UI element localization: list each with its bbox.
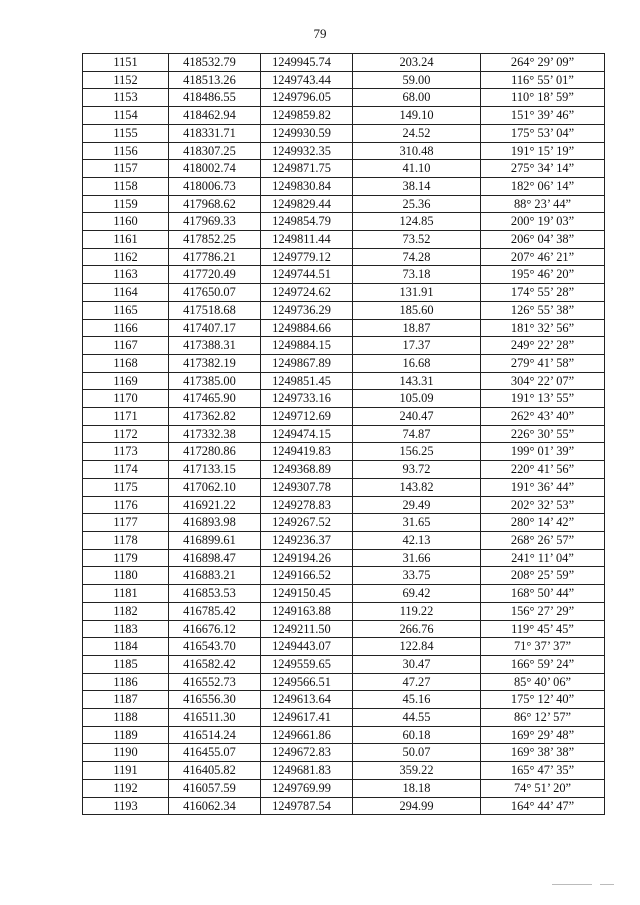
point-number-cell: 1161	[83, 231, 169, 249]
distance-cell: 131.91	[353, 284, 481, 302]
point-number-cell: 1178	[83, 531, 169, 549]
distance-cell: 44.55	[353, 709, 481, 727]
x-coordinate-cell: 416785.42	[169, 602, 261, 620]
table-row	[83, 284, 605, 302]
survey-coordinates-table	[82, 53, 605, 815]
distance-cell: 359.22	[353, 762, 481, 780]
bearing-cell: 119° 45’ 45”	[481, 620, 605, 638]
point-number-cell: 1184	[83, 638, 169, 656]
distance-cell: 74.87	[353, 425, 481, 443]
point-number-cell: 1185	[83, 655, 169, 673]
y-coordinate-cell: 1249884.15	[261, 337, 353, 355]
x-coordinate-cell: 417133.15	[169, 461, 261, 479]
y-coordinate-cell: 1249779.12	[261, 248, 353, 266]
table-row	[83, 549, 605, 567]
bearing-cell: 166° 59’ 24”	[481, 655, 605, 673]
y-coordinate-cell: 1249930.59	[261, 124, 353, 142]
table-row	[83, 266, 605, 284]
distance-cell: 156.25	[353, 443, 481, 461]
distance-cell: 74.28	[353, 248, 481, 266]
x-coordinate-cell: 416455.07	[169, 744, 261, 762]
x-coordinate-cell: 418532.79	[169, 54, 261, 72]
y-coordinate-cell: 1249368.89	[261, 461, 353, 479]
table-row	[83, 54, 605, 72]
bearing-cell: 249° 22’ 28”	[481, 337, 605, 355]
bearing-cell: 191° 13’ 55”	[481, 390, 605, 408]
point-number-cell: 1165	[83, 301, 169, 319]
table-row	[83, 231, 605, 249]
x-coordinate-cell: 417362.82	[169, 408, 261, 426]
x-coordinate-cell: 417650.07	[169, 284, 261, 302]
point-number-cell: 1153	[83, 89, 169, 107]
distance-cell: 59.00	[353, 71, 481, 89]
y-coordinate-cell: 1249867.89	[261, 354, 353, 372]
x-coordinate-cell: 417786.21	[169, 248, 261, 266]
point-number-cell: 1192	[83, 779, 169, 797]
table-row	[83, 514, 605, 532]
table-row	[83, 496, 605, 514]
point-number-cell: 1169	[83, 372, 169, 390]
point-number-cell: 1151	[83, 54, 169, 72]
distance-cell: 310.48	[353, 142, 481, 160]
bearing-cell: 262° 43’ 40”	[481, 408, 605, 426]
distance-cell: 17.37	[353, 337, 481, 355]
table-row	[83, 726, 605, 744]
table-row	[83, 762, 605, 780]
bearing-cell: 165° 47’ 35”	[481, 762, 605, 780]
table-row	[83, 602, 605, 620]
y-coordinate-cell: 1249150.45	[261, 585, 353, 603]
bearing-cell: 85° 40’ 06”	[481, 673, 605, 691]
y-coordinate-cell: 1249744.51	[261, 266, 353, 284]
x-coordinate-cell: 416883.21	[169, 567, 261, 585]
table-row	[83, 744, 605, 762]
distance-cell: 119.22	[353, 602, 481, 620]
table-row	[83, 655, 605, 673]
table-row	[83, 779, 605, 797]
table-row	[83, 443, 605, 461]
bearing-cell: 126° 55’ 38”	[481, 301, 605, 319]
point-number-cell: 1171	[83, 408, 169, 426]
bearing-cell: 241° 11’ 04”	[481, 549, 605, 567]
y-coordinate-cell: 1249661.86	[261, 726, 353, 744]
distance-cell: 203.24	[353, 54, 481, 72]
x-coordinate-cell: 416582.42	[169, 655, 261, 673]
bearing-cell: 74° 51’ 20”	[481, 779, 605, 797]
x-coordinate-cell: 417465.90	[169, 390, 261, 408]
bearing-cell: 86° 12’ 57”	[481, 709, 605, 727]
x-coordinate-cell: 418006.73	[169, 177, 261, 195]
bearing-cell: 268° 26’ 57”	[481, 531, 605, 549]
distance-cell: 105.09	[353, 390, 481, 408]
y-coordinate-cell: 1249166.52	[261, 567, 353, 585]
bearing-cell: 207° 46’ 21”	[481, 248, 605, 266]
bearing-cell: 208° 25’ 59”	[481, 567, 605, 585]
y-coordinate-cell: 1249474.15	[261, 425, 353, 443]
distance-cell: 143.31	[353, 372, 481, 390]
x-coordinate-cell: 416893.98	[169, 514, 261, 532]
point-number-cell: 1175	[83, 478, 169, 496]
x-coordinate-cell: 417332.38	[169, 425, 261, 443]
x-coordinate-cell: 418002.74	[169, 160, 261, 178]
y-coordinate-cell: 1249443.07	[261, 638, 353, 656]
table-row	[83, 160, 605, 178]
y-coordinate-cell: 1249851.45	[261, 372, 353, 390]
table-row	[83, 567, 605, 585]
x-coordinate-cell: 417388.31	[169, 337, 261, 355]
bearing-cell: 279° 41’ 58”	[481, 354, 605, 372]
bearing-cell: 151° 39’ 46”	[481, 107, 605, 125]
y-coordinate-cell: 1249829.44	[261, 195, 353, 213]
table-row	[83, 195, 605, 213]
y-coordinate-cell: 1249267.52	[261, 514, 353, 532]
distance-cell: 294.99	[353, 797, 481, 815]
table-row	[83, 620, 605, 638]
y-coordinate-cell: 1249736.29	[261, 301, 353, 319]
point-number-cell: 1162	[83, 248, 169, 266]
point-number-cell: 1166	[83, 319, 169, 337]
y-coordinate-cell: 1249871.75	[261, 160, 353, 178]
point-number-cell: 1156	[83, 142, 169, 160]
table-row	[83, 673, 605, 691]
distance-cell: 30.47	[353, 655, 481, 673]
point-number-cell: 1191	[83, 762, 169, 780]
bearing-cell: 175° 53’ 04”	[481, 124, 605, 142]
x-coordinate-cell: 418486.55	[169, 89, 261, 107]
point-number-cell: 1190	[83, 744, 169, 762]
bearing-cell: 175° 12’ 40”	[481, 691, 605, 709]
table-row	[83, 372, 605, 390]
point-number-cell: 1167	[83, 337, 169, 355]
x-coordinate-cell: 417969.33	[169, 213, 261, 231]
table-row	[83, 461, 605, 479]
distance-cell: 185.60	[353, 301, 481, 319]
bearing-cell: 169° 38’ 38”	[481, 744, 605, 762]
x-coordinate-cell: 417407.17	[169, 319, 261, 337]
table-row	[83, 248, 605, 266]
x-coordinate-cell: 416899.61	[169, 531, 261, 549]
point-number-cell: 1160	[83, 213, 169, 231]
x-coordinate-cell: 418513.26	[169, 71, 261, 89]
y-coordinate-cell: 1249681.83	[261, 762, 353, 780]
distance-cell: 42.13	[353, 531, 481, 549]
table-row	[83, 319, 605, 337]
y-coordinate-cell: 1249566.51	[261, 673, 353, 691]
bearing-cell: 199° 01’ 39”	[481, 443, 605, 461]
table-row	[83, 124, 605, 142]
y-coordinate-cell: 1249945.74	[261, 54, 353, 72]
distance-cell: 18.87	[353, 319, 481, 337]
distance-cell: 69.42	[353, 585, 481, 603]
table-row	[83, 107, 605, 125]
x-coordinate-cell: 416676.12	[169, 620, 261, 638]
table-row	[83, 425, 605, 443]
table-row	[83, 691, 605, 709]
point-number-cell: 1193	[83, 797, 169, 815]
distance-cell: 149.10	[353, 107, 481, 125]
table-row	[83, 390, 605, 408]
table-row	[83, 213, 605, 231]
table-row	[83, 354, 605, 372]
bearing-cell: 181° 32’ 56”	[481, 319, 605, 337]
y-coordinate-cell: 1249163.88	[261, 602, 353, 620]
bearing-cell: 220° 41’ 56”	[481, 461, 605, 479]
distance-cell: 16.68	[353, 354, 481, 372]
distance-cell: 240.47	[353, 408, 481, 426]
point-number-cell: 1159	[83, 195, 169, 213]
y-coordinate-cell: 1249724.62	[261, 284, 353, 302]
distance-cell: 266.76	[353, 620, 481, 638]
bearing-cell: 280° 14’ 42”	[481, 514, 605, 532]
distance-cell: 31.66	[353, 549, 481, 567]
table-row	[83, 531, 605, 549]
distance-cell: 31.65	[353, 514, 481, 532]
y-coordinate-cell: 1249194.26	[261, 549, 353, 567]
y-coordinate-cell: 1249787.54	[261, 797, 353, 815]
bearing-cell: 191° 15’ 19”	[481, 142, 605, 160]
x-coordinate-cell: 416898.47	[169, 549, 261, 567]
table-row	[83, 408, 605, 426]
distance-cell: 68.00	[353, 89, 481, 107]
x-coordinate-cell: 417518.68	[169, 301, 261, 319]
y-coordinate-cell: 1249743.44	[261, 71, 353, 89]
bearing-cell: 168° 50’ 44”	[481, 585, 605, 603]
y-coordinate-cell: 1249932.35	[261, 142, 353, 160]
y-coordinate-cell: 1249419.83	[261, 443, 353, 461]
y-coordinate-cell: 1249859.82	[261, 107, 353, 125]
page-number: 79	[313, 26, 327, 41]
x-coordinate-cell: 418462.94	[169, 107, 261, 125]
bearing-cell: 71° 37’ 37”	[481, 638, 605, 656]
bearing-cell: 110° 18’ 59”	[481, 89, 605, 107]
distance-cell: 25.36	[353, 195, 481, 213]
y-coordinate-cell: 1249884.66	[261, 319, 353, 337]
table-row	[83, 177, 605, 195]
table-row	[83, 638, 605, 656]
distance-cell: 93.72	[353, 461, 481, 479]
x-coordinate-cell: 417852.25	[169, 231, 261, 249]
table-row	[83, 89, 605, 107]
x-coordinate-cell: 416556.30	[169, 691, 261, 709]
bearing-cell: 191° 36’ 44”	[481, 478, 605, 496]
bearing-cell: 156° 27’ 29”	[481, 602, 605, 620]
distance-cell: 29.49	[353, 496, 481, 514]
distance-cell: 33.75	[353, 567, 481, 585]
point-number-cell: 1157	[83, 160, 169, 178]
bearing-cell: 116° 55’ 01”	[481, 71, 605, 89]
bearing-cell: 88° 23’ 44”	[481, 195, 605, 213]
x-coordinate-cell: 416514.24	[169, 726, 261, 744]
x-coordinate-cell: 416552.73	[169, 673, 261, 691]
distance-cell: 73.52	[353, 231, 481, 249]
table-row	[83, 585, 605, 603]
point-number-cell: 1177	[83, 514, 169, 532]
point-number-cell: 1180	[83, 567, 169, 585]
bearing-cell: 164° 44’ 47”	[481, 797, 605, 815]
x-coordinate-cell: 416921.22	[169, 496, 261, 514]
x-coordinate-cell: 417280.86	[169, 443, 261, 461]
table-row	[83, 301, 605, 319]
distance-cell: 24.52	[353, 124, 481, 142]
table-row	[83, 478, 605, 496]
y-coordinate-cell: 1249307.78	[261, 478, 353, 496]
table-body	[83, 54, 605, 815]
point-number-cell: 1176	[83, 496, 169, 514]
x-coordinate-cell: 418307.25	[169, 142, 261, 160]
bearing-cell: 206° 04’ 38”	[481, 231, 605, 249]
point-number-cell: 1170	[83, 390, 169, 408]
table-row	[83, 709, 605, 727]
bearing-cell: 202° 32’ 53”	[481, 496, 605, 514]
point-number-cell: 1154	[83, 107, 169, 125]
point-number-cell: 1163	[83, 266, 169, 284]
scan-speck	[552, 884, 592, 885]
x-coordinate-cell: 416511.30	[169, 709, 261, 727]
y-coordinate-cell: 1249769.99	[261, 779, 353, 797]
bearing-cell: 275° 34’ 14”	[481, 160, 605, 178]
x-coordinate-cell: 416853.53	[169, 585, 261, 603]
bearing-cell: 169° 29’ 48”	[481, 726, 605, 744]
point-number-cell: 1168	[83, 354, 169, 372]
x-coordinate-cell: 416057.59	[169, 779, 261, 797]
distance-cell: 38.14	[353, 177, 481, 195]
point-number-cell: 1164	[83, 284, 169, 302]
point-number-cell: 1183	[83, 620, 169, 638]
y-coordinate-cell: 1249211.50	[261, 620, 353, 638]
distance-cell: 47.27	[353, 673, 481, 691]
y-coordinate-cell: 1249278.83	[261, 496, 353, 514]
x-coordinate-cell: 417720.49	[169, 266, 261, 284]
distance-cell: 60.18	[353, 726, 481, 744]
point-number-cell: 1187	[83, 691, 169, 709]
distance-cell: 45.16	[353, 691, 481, 709]
point-number-cell: 1172	[83, 425, 169, 443]
table-row	[83, 142, 605, 160]
table-row	[83, 71, 605, 89]
table-row	[83, 797, 605, 815]
y-coordinate-cell: 1249830.84	[261, 177, 353, 195]
x-coordinate-cell: 417385.00	[169, 372, 261, 390]
y-coordinate-cell: 1249854.79	[261, 213, 353, 231]
bearing-cell: 195° 46’ 20”	[481, 266, 605, 284]
point-number-cell: 1181	[83, 585, 169, 603]
bearing-cell: 264° 29’ 09”	[481, 54, 605, 72]
bearing-cell: 174° 55’ 28”	[481, 284, 605, 302]
y-coordinate-cell: 1249617.41	[261, 709, 353, 727]
point-number-cell: 1155	[83, 124, 169, 142]
distance-cell: 18.18	[353, 779, 481, 797]
point-number-cell: 1174	[83, 461, 169, 479]
y-coordinate-cell: 1249613.64	[261, 691, 353, 709]
distance-cell: 143.82	[353, 478, 481, 496]
bearing-cell: 226° 30’ 55”	[481, 425, 605, 443]
y-coordinate-cell: 1249712.69	[261, 408, 353, 426]
x-coordinate-cell: 416543.70	[169, 638, 261, 656]
table-row	[83, 337, 605, 355]
bearing-cell: 182° 06’ 14”	[481, 177, 605, 195]
distance-cell: 41.10	[353, 160, 481, 178]
scan-speck	[600, 884, 614, 885]
x-coordinate-cell: 417062.10	[169, 478, 261, 496]
distance-cell: 73.18	[353, 266, 481, 284]
distance-cell: 124.85	[353, 213, 481, 231]
point-number-cell: 1182	[83, 602, 169, 620]
distance-cell: 122.84	[353, 638, 481, 656]
point-number-cell: 1158	[83, 177, 169, 195]
y-coordinate-cell: 1249559.65	[261, 655, 353, 673]
x-coordinate-cell: 416062.34	[169, 797, 261, 815]
x-coordinate-cell: 417968.62	[169, 195, 261, 213]
y-coordinate-cell: 1249236.37	[261, 531, 353, 549]
point-number-cell: 1186	[83, 673, 169, 691]
point-number-cell: 1152	[83, 71, 169, 89]
y-coordinate-cell: 1249672.83	[261, 744, 353, 762]
point-number-cell: 1173	[83, 443, 169, 461]
x-coordinate-cell: 418331.71	[169, 124, 261, 142]
y-coordinate-cell: 1249733.16	[261, 390, 353, 408]
point-number-cell: 1179	[83, 549, 169, 567]
x-coordinate-cell: 417382.19	[169, 354, 261, 372]
point-number-cell: 1188	[83, 709, 169, 727]
y-coordinate-cell: 1249811.44	[261, 231, 353, 249]
y-coordinate-cell: 1249796.05	[261, 89, 353, 107]
point-number-cell: 1189	[83, 726, 169, 744]
bearing-cell: 200° 19’ 03”	[481, 213, 605, 231]
x-coordinate-cell: 416405.82	[169, 762, 261, 780]
bearing-cell: 304° 22’ 07”	[481, 372, 605, 390]
distance-cell: 50.07	[353, 744, 481, 762]
